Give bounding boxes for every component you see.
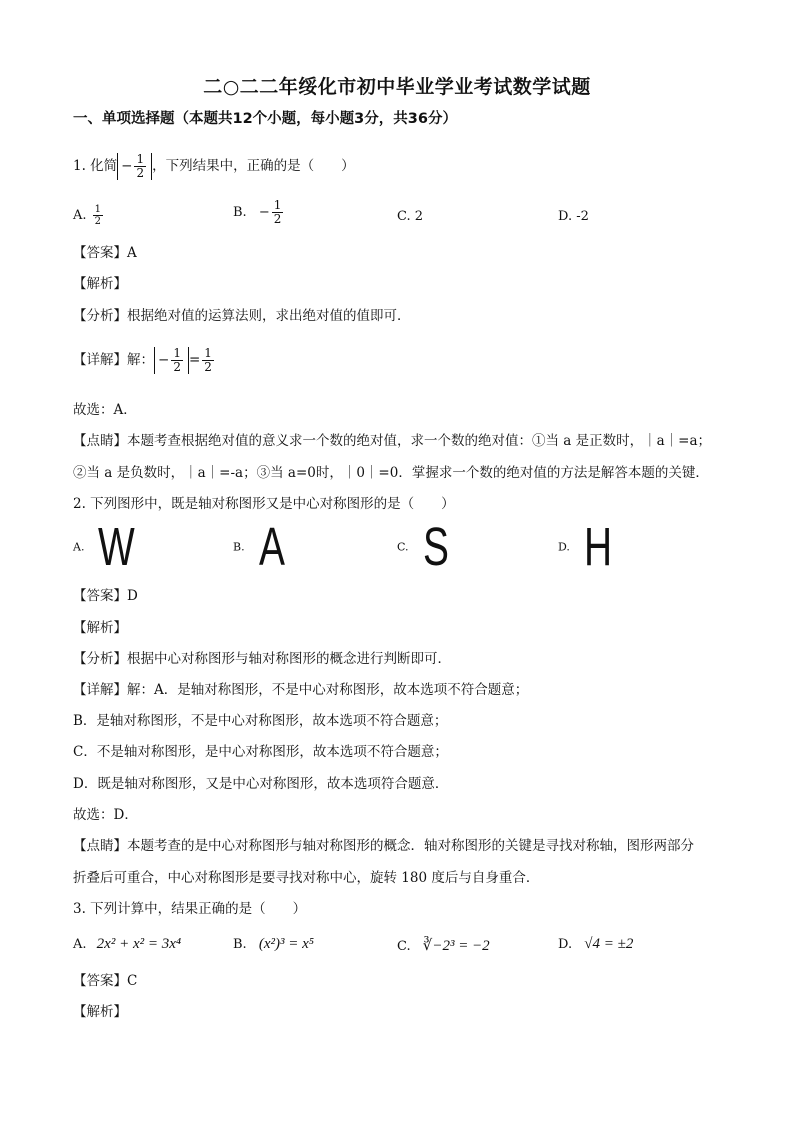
q1-xiangjie-label: 【详解】解： [73, 352, 154, 368]
q1-abs-expression [117, 153, 152, 180]
q1-xiangjie-abs [154, 347, 189, 374]
q3-option-c [397, 936, 490, 955]
q1-option-b-label: B. [233, 205, 247, 220]
q1-jiexi: 【解析】 [73, 276, 127, 292]
q1-fenxi: 【分析】根据绝对值的运算法则，求出绝对值的值即可． [73, 308, 411, 324]
q2-option-d-label: D. [558, 540, 570, 554]
q1-frac-den: 2 [136, 166, 145, 180]
q1-fraction [134, 153, 146, 180]
q2-letter-a: A [258, 517, 285, 577]
q1-a-num: 1 [94, 204, 102, 215]
q2-answer: 【答案】D [73, 588, 138, 604]
q1-option-a-label: A. [73, 208, 87, 223]
q3-option-b-label: B. [233, 937, 247, 952]
q1-xiangjie-frac [171, 347, 183, 374]
q2-xiangjie: 【详解】解：A．是轴对称图形，不是中心对称图形，故本选项不符合题意； [73, 682, 529, 698]
q2-option-c [397, 517, 459, 577]
q2-option-c-label: C. [397, 540, 409, 554]
q1-xj-den: 2 [173, 360, 181, 374]
page-title: 二○二二年绥化市初中毕业学业考试数学试题 [203, 76, 591, 98]
q2-jiexi: 【解析】 [73, 620, 127, 636]
q2-option-a-label: A. [73, 540, 85, 554]
q1-b-num: 1 [273, 198, 282, 212]
q1-xj-num: 1 [173, 346, 181, 360]
q3-option-d [558, 936, 633, 953]
q2-option-d [558, 517, 623, 577]
q1-answer: 【答案】A [73, 245, 137, 261]
q2-dianjing-line1: 【点睛】本题考查的是中心对称图形与轴对称图形的概念．轴对称图形的关键是寻找对称轴，图形两部分 [73, 838, 694, 854]
q3-option-c-expr: ∛−2³ = −2 [422, 938, 490, 954]
q3-option-a-label: A. [73, 937, 87, 952]
q1-xiangjie-minus: − [158, 352, 170, 368]
q1-xiangjie [73, 347, 216, 374]
q1-minus: − [121, 158, 133, 174]
q2-option-a [73, 517, 149, 577]
q2-letter-w: W [98, 517, 136, 577]
q1-option-a-fraction [93, 204, 103, 227]
q2-option-b [233, 517, 295, 577]
question-1-stem [73, 153, 355, 180]
q1-option-d: D. -2 [558, 209, 589, 224]
q1-option-b-sign: − [258, 205, 270, 220]
section-heading: 一、单项选择题（本题共12个小题，每小题3分，共36分） [73, 111, 457, 127]
q2-option-b-label: B. [233, 540, 245, 554]
q3-option-b-expr: (x²)³ = x⁵ [258, 936, 314, 952]
q1-b-den: 2 [273, 212, 282, 226]
q2-line-b: B．是轴对称图形，不是中心对称图形，故本选项不符合题意； [73, 713, 448, 729]
q2-line-d: D．既是轴对称图形，又是中心对称图形，故本选项符合题意． [73, 776, 449, 792]
q2-guxuan: 故选：D． [73, 807, 138, 823]
q1-xiangjie-result [202, 347, 214, 374]
q2-letter-h: H [583, 517, 613, 577]
question-3-stem: 3. 下列计算中，结果正确的是（ ） [73, 901, 307, 917]
q1-stem-tail: ，下列结果中，正确的是（ ） [152, 158, 355, 174]
q3-option-d-expr: √4 = ±2 [584, 936, 634, 952]
q1-option-c: C. 2 [397, 209, 424, 224]
q3-option-c-label: C. [397, 939, 411, 954]
q2-letter-s: S [422, 517, 449, 577]
q1-xr-num: 1 [204, 346, 212, 360]
q1-xiangjie-eq: = [188, 352, 201, 368]
q1-option-b-fraction [272, 199, 284, 226]
q1-dianjing-line1: 【点睛】本题考查根据绝对值的意义求一个数的绝对值，求一个数的绝对值：①当 a 是正数时，｜a｜=a； [73, 433, 712, 449]
q2-dianjing-line2: 折叠后可重合，中心对称图形是要寻找对称中心，旋转 180 度后与自身重合． [73, 870, 540, 886]
q1-xr-den: 2 [204, 360, 212, 374]
q2-line-c: C．不是轴对称图形，是中心对称图形，故本选项不符合题意； [73, 744, 448, 760]
q3-option-a-expr: 2x² + x² = 3x⁴ [96, 936, 182, 952]
q3-jiexi: 【解析】 [73, 1004, 127, 1020]
q1-dianjing-line2: ②当 a 是负数时，｜a｜=-a；③当 a=0时，｜0｜=0．掌握求一个数的绝对值的方法是解答本题的关键． [73, 465, 709, 481]
q1-a-den: 2 [94, 216, 102, 227]
q1-number: 1. 化简 [73, 158, 118, 174]
question-2-stem: 2. 下列图形中，既是轴对称图形又是中心对称图形的是（ ） [73, 496, 455, 512]
q2-fenxi: 【分析】根据中心对称图形与轴对称图形的概念进行判断即可． [73, 651, 451, 667]
q3-option-a [73, 936, 181, 953]
q3-option-d-label: D. [558, 937, 573, 952]
q1-guxuan: 故选：A． [73, 402, 137, 418]
q3-option-b [233, 936, 314, 953]
q1-frac-num: 1 [136, 152, 145, 166]
q1-option-b [233, 199, 285, 226]
q1-option-a [73, 204, 105, 227]
q3-answer: 【答案】C [73, 973, 138, 989]
